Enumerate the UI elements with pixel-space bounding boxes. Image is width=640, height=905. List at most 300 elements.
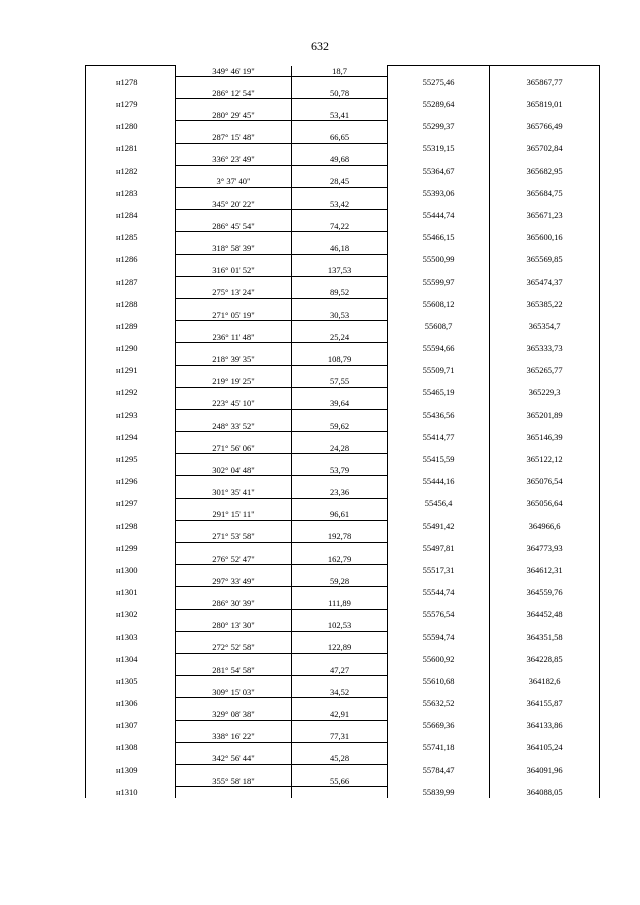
segment-length-cell: 122,89 bbox=[292, 642, 388, 653]
y-coordinate-cell: 365201,89 bbox=[490, 409, 600, 420]
point-name-cell: н1302 bbox=[86, 609, 176, 620]
segment-length-cell-empty bbox=[292, 432, 388, 443]
y-coordinate-cell-empty bbox=[490, 376, 600, 387]
y-coordinate-cell-empty bbox=[490, 243, 600, 254]
segment-length-cell: 137,53 bbox=[292, 265, 388, 276]
y-coordinate-cell: 365474,37 bbox=[490, 276, 600, 287]
x-coordinate-cell-empty bbox=[388, 154, 490, 165]
direction-angle-cell: 272° 52' 58" bbox=[176, 642, 292, 653]
point-name-cell: н1307 bbox=[86, 720, 176, 731]
point-name-cell-empty bbox=[86, 88, 176, 99]
y-coordinate-cell: 364088,05 bbox=[490, 787, 600, 798]
segment-length-cell: 59,62 bbox=[292, 421, 388, 432]
x-coordinate-cell: 55544,74 bbox=[388, 587, 490, 598]
segment-length-cell-empty bbox=[292, 365, 388, 376]
point-row bbox=[86, 720, 600, 731]
x-coordinate-cell-empty bbox=[388, 110, 490, 121]
segment-length-cell: 77,31 bbox=[292, 731, 388, 742]
segment-length-cell-empty bbox=[292, 676, 388, 687]
y-coordinate-cell: 365819,01 bbox=[490, 99, 600, 110]
segment-length-cell-empty bbox=[292, 99, 388, 110]
point-name-cell-empty bbox=[86, 665, 176, 676]
direction-angle-cell-empty bbox=[176, 520, 292, 531]
x-coordinate-cell: 55784,47 bbox=[388, 764, 490, 775]
direction-angle-cell-empty bbox=[176, 188, 292, 199]
segment-length-cell-empty bbox=[292, 476, 388, 487]
segment-length-cell: 111,89 bbox=[292, 598, 388, 609]
point-name-cell-empty bbox=[86, 332, 176, 343]
segment-row bbox=[86, 642, 600, 653]
point-name-cell: н1288 bbox=[86, 298, 176, 309]
point-name-cell-empty bbox=[86, 487, 176, 498]
segment-length-cell: 23,36 bbox=[292, 487, 388, 498]
direction-angle-cell: 271° 56' 06" bbox=[176, 443, 292, 454]
x-coordinate-cell: 55594,66 bbox=[388, 343, 490, 354]
x-coordinate-cell: 55491,42 bbox=[388, 520, 490, 531]
point-name-cell-empty bbox=[86, 731, 176, 742]
point-name-cell: н1298 bbox=[86, 520, 176, 531]
segment-length-cell: 42,91 bbox=[292, 709, 388, 720]
segment-length-cell-empty bbox=[292, 409, 388, 420]
x-coordinate-cell-empty bbox=[388, 776, 490, 787]
x-coordinate-cell-empty bbox=[388, 620, 490, 631]
x-coordinate-cell-empty bbox=[388, 709, 490, 720]
y-coordinate-cell: 364773,93 bbox=[490, 543, 600, 554]
segment-length-cell-empty bbox=[292, 343, 388, 354]
point-name-cell: н1303 bbox=[86, 631, 176, 642]
x-coordinate-cell-empty bbox=[388, 753, 490, 764]
segment-length-cell: 66,65 bbox=[292, 132, 388, 143]
segment-length-cell-empty bbox=[292, 77, 388, 88]
direction-angle-cell: 219° 19' 25" bbox=[176, 376, 292, 387]
y-coordinate-cell-empty bbox=[490, 509, 600, 520]
direction-angle-cell-empty bbox=[176, 343, 292, 354]
direction-angle-cell-empty bbox=[176, 543, 292, 554]
x-coordinate-cell: 55608,7 bbox=[388, 321, 490, 332]
segment-row bbox=[86, 243, 600, 254]
x-coordinate-cell-empty bbox=[388, 421, 490, 432]
point-row bbox=[86, 498, 600, 509]
point-name-cell: н1289 bbox=[86, 321, 176, 332]
x-coordinate-cell: 55444,74 bbox=[388, 210, 490, 221]
segment-length-cell: 24,28 bbox=[292, 443, 388, 454]
segment-row bbox=[86, 487, 600, 498]
x-coordinate-cell-empty bbox=[388, 354, 490, 365]
point-name-cell: н1294 bbox=[86, 432, 176, 443]
segment-length-cell: 108,79 bbox=[292, 354, 388, 365]
point-row bbox=[86, 787, 600, 798]
point-name-cell-empty bbox=[86, 66, 176, 77]
y-coordinate-cell: 365682,95 bbox=[490, 165, 600, 176]
direction-angle-cell-empty bbox=[176, 210, 292, 221]
direction-angle-cell: 281° 54' 58" bbox=[176, 665, 292, 676]
segment-row bbox=[86, 531, 600, 542]
segment-row bbox=[86, 132, 600, 143]
point-row bbox=[86, 143, 600, 154]
y-coordinate-cell: 364105,24 bbox=[490, 742, 600, 753]
segment-length-cell: 89,52 bbox=[292, 287, 388, 298]
x-coordinate-cell: 55632,52 bbox=[388, 698, 490, 709]
point-row bbox=[86, 543, 600, 554]
point-row bbox=[86, 609, 600, 620]
x-coordinate-cell-empty bbox=[388, 66, 490, 77]
point-name-cell-empty bbox=[86, 310, 176, 321]
point-row bbox=[86, 764, 600, 775]
y-coordinate-cell-empty bbox=[490, 665, 600, 676]
direction-angle-cell: 248° 33' 52" bbox=[176, 421, 292, 432]
y-coordinate-cell-empty bbox=[490, 287, 600, 298]
point-row bbox=[86, 298, 600, 309]
x-coordinate-cell: 55319,15 bbox=[388, 143, 490, 154]
x-coordinate-cell-empty bbox=[388, 687, 490, 698]
segment-row bbox=[86, 88, 600, 99]
segment-length-cell: 47,27 bbox=[292, 665, 388, 676]
segment-row bbox=[86, 443, 600, 454]
point-name-cell: н1299 bbox=[86, 543, 176, 554]
segment-length-cell: 102,53 bbox=[292, 620, 388, 631]
point-name-cell-empty bbox=[86, 221, 176, 232]
x-coordinate-cell-empty bbox=[388, 554, 490, 565]
y-coordinate-cell: 365056,64 bbox=[490, 498, 600, 509]
x-coordinate-cell: 55599,97 bbox=[388, 276, 490, 287]
point-name-cell: н1287 bbox=[86, 276, 176, 287]
direction-angle-cell: 291° 15' 11" bbox=[176, 509, 292, 520]
direction-angle-cell-empty bbox=[176, 587, 292, 598]
direction-angle-cell-empty bbox=[176, 254, 292, 265]
point-name-cell: н1296 bbox=[86, 476, 176, 487]
direction-angle-cell-empty bbox=[176, 720, 292, 731]
segment-length-cell: 59,28 bbox=[292, 576, 388, 587]
y-coordinate-cell: 364228,85 bbox=[490, 653, 600, 664]
point-name-cell: н1292 bbox=[86, 387, 176, 398]
x-coordinate-cell-empty bbox=[388, 576, 490, 587]
point-name-cell-empty bbox=[86, 576, 176, 587]
y-coordinate-cell: 364351,58 bbox=[490, 631, 600, 642]
segment-length-cell: 55,66 bbox=[292, 776, 388, 787]
x-coordinate-cell: 55465,19 bbox=[388, 387, 490, 398]
segment-row bbox=[86, 265, 600, 276]
segment-length-cell: 50,78 bbox=[292, 88, 388, 99]
point-name-cell: н1293 bbox=[86, 409, 176, 420]
y-coordinate-cell-empty bbox=[490, 265, 600, 276]
segment-length-cell: 57,55 bbox=[292, 376, 388, 387]
direction-angle-cell: 345° 20' 22" bbox=[176, 199, 292, 210]
direction-angle-cell: 286° 45' 54" bbox=[176, 221, 292, 232]
direction-angle-cell-empty bbox=[176, 365, 292, 376]
x-coordinate-cell: 55436,56 bbox=[388, 409, 490, 420]
segment-row bbox=[86, 753, 600, 764]
direction-angle-cell-empty bbox=[176, 143, 292, 154]
direction-angle-cell-empty bbox=[176, 276, 292, 287]
point-name-cell: н1301 bbox=[86, 587, 176, 598]
direction-angle-cell: 355° 58' 18" bbox=[176, 776, 292, 787]
point-name-cell: н1305 bbox=[86, 676, 176, 687]
direction-angle-cell: 286° 12' 54" bbox=[176, 88, 292, 99]
y-coordinate-cell: 365600,16 bbox=[490, 232, 600, 243]
direction-angle-cell-empty bbox=[176, 653, 292, 664]
direction-angle-cell-empty bbox=[176, 742, 292, 753]
segment-length-cell-empty bbox=[292, 165, 388, 176]
x-coordinate-cell-empty bbox=[388, 642, 490, 653]
x-coordinate-cell-empty bbox=[388, 509, 490, 520]
x-coordinate-cell-empty bbox=[388, 731, 490, 742]
x-coordinate-cell-empty bbox=[388, 265, 490, 276]
y-coordinate-cell: 364612,31 bbox=[490, 565, 600, 576]
point-row bbox=[86, 742, 600, 753]
segment-length-cell: 46,18 bbox=[292, 243, 388, 254]
direction-angle-cell-empty bbox=[176, 764, 292, 775]
point-name-cell: н1280 bbox=[86, 121, 176, 132]
x-coordinate-cell: 55275,46 bbox=[388, 77, 490, 88]
y-coordinate-cell-empty bbox=[490, 598, 600, 609]
y-coordinate-cell-empty bbox=[490, 398, 600, 409]
x-coordinate-cell: 55517,31 bbox=[388, 565, 490, 576]
x-coordinate-cell-empty bbox=[388, 310, 490, 321]
y-coordinate-cell: 365265,77 bbox=[490, 365, 600, 376]
segment-row bbox=[86, 376, 600, 387]
y-coordinate-cell-empty bbox=[490, 421, 600, 432]
x-coordinate-cell: 55576,54 bbox=[388, 609, 490, 620]
segment-length-cell-empty bbox=[292, 232, 388, 243]
y-coordinate-cell-empty bbox=[490, 576, 600, 587]
point-name-cell: н1291 bbox=[86, 365, 176, 376]
point-name-cell-empty bbox=[86, 776, 176, 787]
y-coordinate-cell-empty bbox=[490, 199, 600, 210]
x-coordinate-cell-empty bbox=[388, 398, 490, 409]
y-coordinate-cell: 365354,7 bbox=[490, 321, 600, 332]
direction-angle-cell: 223° 45' 10" bbox=[176, 398, 292, 409]
point-row bbox=[86, 565, 600, 576]
segment-length-cell-empty bbox=[292, 609, 388, 620]
point-row bbox=[86, 77, 600, 88]
direction-angle-cell: 275° 13' 24" bbox=[176, 287, 292, 298]
segment-length-cell-empty bbox=[292, 276, 388, 287]
y-coordinate-cell-empty bbox=[490, 110, 600, 121]
point-name-cell-empty bbox=[86, 243, 176, 254]
x-coordinate-cell-empty bbox=[388, 199, 490, 210]
y-coordinate-cell: 365333,73 bbox=[490, 343, 600, 354]
point-row bbox=[86, 454, 600, 465]
x-coordinate-cell: 55289,64 bbox=[388, 99, 490, 110]
point-name-cell: н1282 bbox=[86, 165, 176, 176]
y-coordinate-cell: 365076,54 bbox=[490, 476, 600, 487]
segment-row bbox=[86, 509, 600, 520]
x-coordinate-cell-empty bbox=[388, 487, 490, 498]
y-coordinate-cell-empty bbox=[490, 753, 600, 764]
point-name-cell: н1295 bbox=[86, 454, 176, 465]
y-coordinate-cell: 365702,84 bbox=[490, 143, 600, 154]
segment-row bbox=[86, 665, 600, 676]
point-row bbox=[86, 121, 600, 132]
y-coordinate-cell-empty bbox=[490, 620, 600, 631]
segment-length-cell: 39,64 bbox=[292, 398, 388, 409]
direction-angle-cell-empty bbox=[176, 99, 292, 110]
segment-length-cell-empty bbox=[292, 454, 388, 465]
segment-row bbox=[86, 287, 600, 298]
point-name-cell: н1310 bbox=[86, 787, 176, 798]
direction-angle-cell: 329° 08' 38" bbox=[176, 709, 292, 720]
y-coordinate-cell: 364966,6 bbox=[490, 520, 600, 531]
point-name-cell-empty bbox=[86, 598, 176, 609]
x-coordinate-cell: 55610,68 bbox=[388, 676, 490, 687]
point-name-cell: н1279 bbox=[86, 99, 176, 110]
point-row bbox=[86, 188, 600, 199]
x-coordinate-cell: 55456,4 bbox=[388, 498, 490, 509]
segment-length-cell-empty bbox=[292, 254, 388, 265]
page-number: 632 bbox=[311, 39, 329, 53]
x-coordinate-cell: 55414,77 bbox=[388, 432, 490, 443]
segment-length-cell: 53,79 bbox=[292, 465, 388, 476]
direction-angle-cell: 342° 56' 44" bbox=[176, 753, 292, 764]
y-coordinate-cell: 365122,12 bbox=[490, 454, 600, 465]
direction-angle-cell: 236° 11' 48" bbox=[176, 332, 292, 343]
point-row bbox=[86, 698, 600, 709]
x-coordinate-cell-empty bbox=[388, 465, 490, 476]
x-coordinate-cell-empty bbox=[388, 287, 490, 298]
x-coordinate-cell: 55444,16 bbox=[388, 476, 490, 487]
direction-angle-cell: 287° 15' 48" bbox=[176, 132, 292, 143]
direction-angle-cell-empty bbox=[176, 165, 292, 176]
x-coordinate-cell: 55594,74 bbox=[388, 631, 490, 642]
direction-angle-cell-empty bbox=[176, 676, 292, 687]
point-row bbox=[86, 409, 600, 420]
point-row bbox=[86, 254, 600, 265]
x-coordinate-cell-empty bbox=[388, 132, 490, 143]
x-coordinate-cell-empty bbox=[388, 665, 490, 676]
point-row bbox=[86, 587, 600, 598]
direction-angle-cell-empty bbox=[176, 631, 292, 642]
segment-length-cell-empty bbox=[292, 698, 388, 709]
direction-angle-cell-empty bbox=[176, 298, 292, 309]
direction-angle-cell-empty bbox=[176, 698, 292, 709]
direction-angle-cell: 280° 29' 45" bbox=[176, 110, 292, 121]
y-coordinate-cell: 365671,23 bbox=[490, 210, 600, 221]
point-name-cell-empty bbox=[86, 753, 176, 764]
y-coordinate-cell: 364155,87 bbox=[490, 698, 600, 709]
coordinates-table bbox=[85, 65, 600, 798]
segment-length-cell: 34,52 bbox=[292, 687, 388, 698]
x-coordinate-cell-empty bbox=[388, 88, 490, 99]
segment-length-cell: 28,45 bbox=[292, 176, 388, 187]
point-name-cell-empty bbox=[86, 531, 176, 542]
y-coordinate-cell-empty bbox=[490, 642, 600, 653]
direction-angle-cell-empty bbox=[176, 454, 292, 465]
segment-length-cell: 30,53 bbox=[292, 310, 388, 321]
direction-angle-cell: 316° 01' 52" bbox=[176, 265, 292, 276]
point-row bbox=[86, 343, 600, 354]
point-name-cell: н1283 bbox=[86, 188, 176, 199]
point-name-cell-empty bbox=[86, 554, 176, 565]
segment-length-cell-empty bbox=[292, 188, 388, 199]
point-name-cell-empty bbox=[86, 287, 176, 298]
x-coordinate-cell: 55600,92 bbox=[388, 653, 490, 664]
point-name-cell-empty bbox=[86, 642, 176, 653]
direction-angle-cell: 276° 52' 47" bbox=[176, 554, 292, 565]
point-row bbox=[86, 321, 600, 332]
segment-row bbox=[86, 398, 600, 409]
point-name-cell-empty bbox=[86, 509, 176, 520]
direction-angle-cell-empty bbox=[176, 432, 292, 443]
x-coordinate-cell: 55299,37 bbox=[388, 121, 490, 132]
segment-row bbox=[86, 310, 600, 321]
point-name-cell: н1308 bbox=[86, 742, 176, 753]
segment-length-cell-empty bbox=[292, 787, 388, 798]
point-row bbox=[86, 99, 600, 110]
point-name-cell-empty bbox=[86, 709, 176, 720]
direction-angle-cell: 302° 04' 48" bbox=[176, 465, 292, 476]
y-coordinate-cell: 365229,3 bbox=[490, 387, 600, 398]
direction-angle-cell: 286° 30' 39" bbox=[176, 598, 292, 609]
direction-angle-cell-empty bbox=[176, 387, 292, 398]
y-coordinate-cell: 364133,86 bbox=[490, 720, 600, 731]
x-coordinate-cell: 55741,18 bbox=[388, 742, 490, 753]
point-name-cell: н1281 bbox=[86, 143, 176, 154]
y-coordinate-cell-empty bbox=[490, 154, 600, 165]
segment-row bbox=[86, 576, 600, 587]
segment-length-cell: 74,22 bbox=[292, 221, 388, 232]
x-coordinate-cell: 55608,12 bbox=[388, 298, 490, 309]
segment-length-cell: 162,79 bbox=[292, 554, 388, 565]
x-coordinate-cell: 55393,06 bbox=[388, 188, 490, 199]
segment-length-cell: 45,28 bbox=[292, 753, 388, 764]
direction-angle-cell-empty bbox=[176, 498, 292, 509]
direction-angle-cell: 271° 53' 58" bbox=[176, 531, 292, 542]
segment-length-cell-empty bbox=[292, 543, 388, 554]
segment-length-cell: 192,78 bbox=[292, 531, 388, 542]
x-coordinate-cell-empty bbox=[388, 332, 490, 343]
y-coordinate-cell-empty bbox=[490, 132, 600, 143]
segment-length-cell-empty bbox=[292, 143, 388, 154]
y-coordinate-cell: 365385,22 bbox=[490, 298, 600, 309]
segment-row bbox=[86, 66, 600, 77]
y-coordinate-cell-empty bbox=[490, 332, 600, 343]
segment-length-cell-empty bbox=[292, 764, 388, 775]
segment-length-cell: 25,24 bbox=[292, 332, 388, 343]
y-coordinate-cell: 364559,76 bbox=[490, 587, 600, 598]
y-coordinate-cell: 364452,48 bbox=[490, 609, 600, 620]
y-coordinate-cell-empty bbox=[490, 310, 600, 321]
point-name-cell-empty bbox=[86, 265, 176, 276]
point-name-cell: н1309 bbox=[86, 764, 176, 775]
y-coordinate-cell-empty bbox=[490, 221, 600, 232]
segment-row bbox=[86, 554, 600, 565]
segment-length-cell-empty bbox=[292, 587, 388, 598]
point-name-cell-empty bbox=[86, 132, 176, 143]
point-name-cell-empty bbox=[86, 443, 176, 454]
direction-angle-cell: 271° 05' 19" bbox=[176, 310, 292, 321]
x-coordinate-cell-empty bbox=[388, 443, 490, 454]
segment-length-cell-empty bbox=[292, 498, 388, 509]
segment-row bbox=[86, 620, 600, 631]
y-coordinate-cell: 364091,96 bbox=[490, 764, 600, 775]
segment-length-cell-empty bbox=[292, 210, 388, 221]
x-coordinate-cell: 55497,81 bbox=[388, 543, 490, 554]
direction-angle-cell: 349° 46' 19" bbox=[176, 66, 292, 77]
y-coordinate-cell-empty bbox=[490, 776, 600, 787]
segment-row bbox=[86, 687, 600, 698]
direction-angle-cell-empty bbox=[176, 609, 292, 620]
segment-row bbox=[86, 332, 600, 343]
point-row bbox=[86, 387, 600, 398]
direction-angle-cell: 280° 13' 30" bbox=[176, 620, 292, 631]
direction-angle-cell-empty bbox=[176, 121, 292, 132]
direction-angle-cell: 338° 16' 22" bbox=[176, 731, 292, 742]
x-coordinate-cell: 55466,15 bbox=[388, 232, 490, 243]
y-coordinate-cell: 365146,39 bbox=[490, 432, 600, 443]
direction-angle-cell: 309° 15' 03" bbox=[176, 687, 292, 698]
segment-length-cell-empty bbox=[292, 520, 388, 531]
y-coordinate-cell-empty bbox=[490, 731, 600, 742]
